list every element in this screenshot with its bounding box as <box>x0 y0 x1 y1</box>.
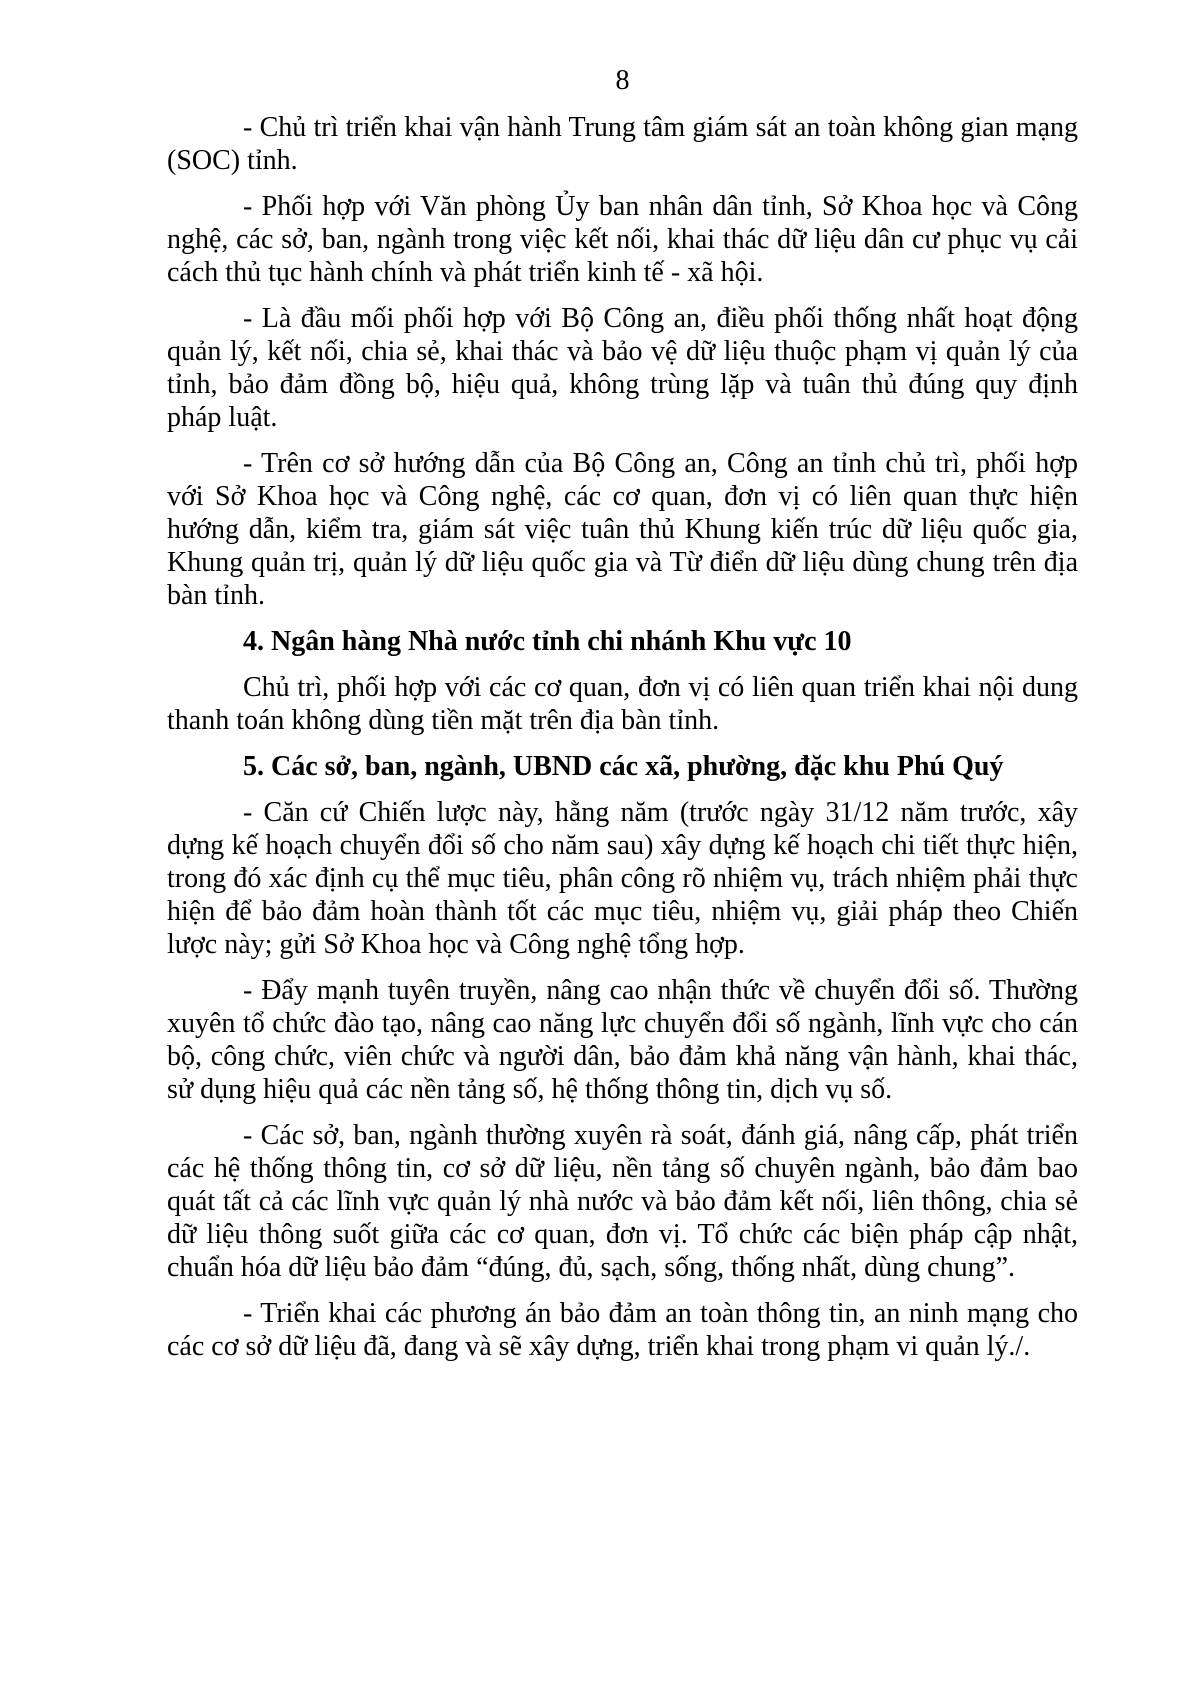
paragraph-ra-soat-he-thong: - Các sở, ban, ngành thường xuyên rà soát, đánh giá, nâng cấp, phát triển các hệ thống thông tin, cơ sở dữ liệu, nền tảng số chuyên ngành, bảo đảm bao quát tất cả các lĩnh vực quản lý nhà nước và bảo đảm kết nối, liên thông, chia sẻ dữ liệu thông suốt giữa các cơ quan, đơn vị. Tổ chức các biện pháp cập nhật, chuẩn hóa dữ liệu bảo đảm “đúng, đủ, sạch, sống, thống nhất, dùng chung”. <box>167 1120 1078 1283</box>
paragraph-dau-moi-bo-cong-an: - Là đầu mối phối hợp với Bộ Công an, điều phối thống nhất hoạt động quản lý, kết nối, chia sẻ, khai thác và bảo vệ dữ liệu thuộc phạm vị quản lý của tỉnh, bảo đảm đồng bộ, hiệu quả, không trùng lặp và tuân thủ đúng quy định pháp luật. <box>167 303 1078 433</box>
section-heading-5-cac-so-ban-nganh: 5. Các sở, ban, ngành, UBND các xã, phường, đặc khu Phú Quý <box>243 751 1004 782</box>
paragraph-can-cu-chien-luoc: - Căn cứ Chiến lược này, hằng năm (trước ngày 31/12 năm trước, xây dựng kế hoạch chuyển đổi số cho năm sau) xây dựng kế hoạch chi tiết thực hiện, trong đó xác định cụ thể mục tiêu, phân công rõ nhiệm vụ, trách nhiệm phải thực hiện để bảo đảm hoàn thành tốt các mục tiêu, nhiệm vụ, giải pháp theo Chiến lược này; gửi Sở Khoa học và Công nghệ tổng hợp. <box>167 797 1078 960</box>
paragraph-huong-dan-bo-cong-an: - Trên cơ sở hướng dẫn của Bộ Công an, Công an tỉnh chủ trì, phối hợp với Sở Khoa học và Công nghệ, các cơ quan, đơn vị có liên quan thực hiện hướng dẫn, kiểm tra, giám sát việc tuân thủ Khung kiến trúc dữ liệu quốc gia, Khung quản trị, quản lý dữ liệu quốc gia và Từ điển dữ liệu dùng chung trên địa bàn tỉnh. <box>167 448 1078 611</box>
paragraph-tuyen-truyen: - Đẩy mạnh tuyên truyền, nâng cao nhận thức về chuyển đổi số. Thường xuyên tổ chức đào tạo, nâng cao năng lực chuyển đổi số ngành, lĩnh vực cho cán bộ, công chức, viên chức và người dân, bảo đảm khả năng vận hành, khai thác, sử dụng hiệu quả các nền tảng số, hệ thống thông tin, dịch vụ số. <box>167 975 1078 1105</box>
paragraph-phoi-hop-van-phong: - Phối hợp với Văn phòng Ủy ban nhân dân tỉnh, Sở Khoa học và Công nghệ, các sở, ban, ngành trong việc kết nối, khai thác dữ liệu dân cư phục vụ cải cách thủ tục hành chính và phát triển kinh tế - xã hội. <box>167 191 1078 288</box>
paragraph-an-toan-thong-tin: - Triển khai các phương án bảo đảm an toàn thông tin, an ninh mạng cho các cơ sở dữ liệu đã, đang và sẽ xây dựng, triển khai trong phạm vi quản lý./. <box>167 1298 1078 1362</box>
page-number: 8 <box>615 65 630 96</box>
section-heading-4-ngan-hang: 4. Ngân hàng Nhà nước tỉnh chi nhánh Khu vực 10 <box>243 626 852 657</box>
paragraph-soc: - Chủ trì triển khai vận hành Trung tâm giám sát an toàn không gian mạng (SOC) tỉnh. <box>167 112 1078 176</box>
paragraph-thanh-toan: Chủ trì, phối hợp với các cơ quan, đơn vị có liên quan triển khai nội dung thanh toán không dùng tiền mặt trên địa bàn tỉnh. <box>167 672 1078 736</box>
